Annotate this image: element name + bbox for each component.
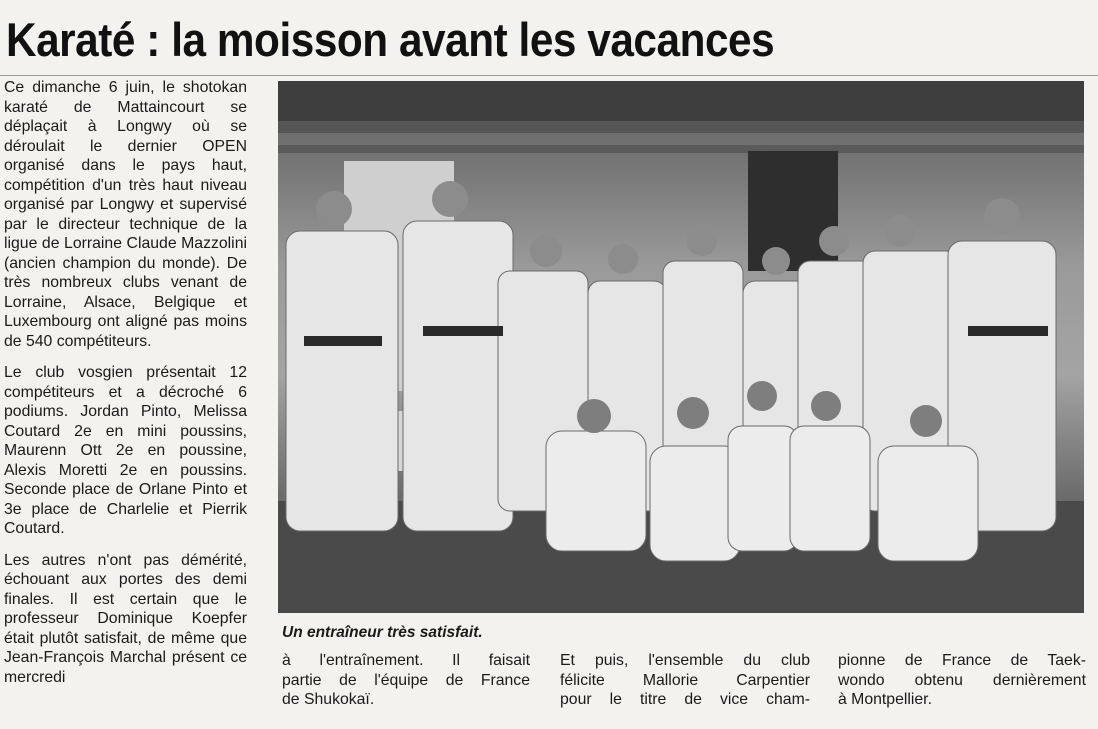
bottom-column-3 (838, 651, 1086, 710)
photo-caption: Un entraîneur très satisfait. (282, 624, 483, 641)
text-line: wondo obtenu dernièrement (838, 671, 1086, 689)
text-line: à l'entraînement. Il faisait (282, 652, 530, 669)
headline: Karaté : la moisson avant les vacances (6, 13, 775, 66)
paragraph-results: Le club vosgien présentait 12 compétiteurs et a décroché 6 podiums. Jordan Pinto, Melissa Coutard 2e en mini poussins, Maurenn Ott 2e en poussine, Alexis Moretti 2e en poussins. Seconde place de Orlane Pinto et 3e place de Charlelie et Pierrik Coutard. (4, 364, 247, 537)
text-line: félicite Mallorie Carpentier (560, 671, 810, 689)
text-line: pionne de France de Taek- (838, 652, 1086, 669)
text-line: à Montpellier. (838, 691, 932, 708)
text-line: de Shukokaï. (282, 691, 375, 708)
paragraph-intro: Ce dimanche 6 juin, le shotokan karaté de Mattaincourt se déplaçait à Longwy où se déroulait le dernier OPEN organisé dans le pays haut, compétition d'un très haut niveau organisé par Longwy et supervisé par le directeur technique de la ligue de Lorraine Claude Mazzolini (ancien champion du monde). De très nombreux clubs venant de Lorraine, Alsace, Belgique et Luxembourg ont aligné pas moins de 540 compétiteurs. (4, 79, 247, 350)
text-line: pour le titre de vice cham- (560, 691, 810, 708)
headline-rule (0, 75, 1098, 76)
bottom-column-1 (282, 651, 530, 710)
paragraph-others: Les autres n'ont pas démérité, échouant aux portes des demi finales. Il est certain que le professeur Dominique Koepfer était plutôt satisfait, de même que Jean-François Marchal présent ce mercredi (4, 551, 247, 686)
team-photo (278, 81, 1084, 613)
bottom-column-2 (560, 651, 810, 710)
left-column (4, 78, 247, 699)
text-line: Et puis, l'ensemble du club (560, 652, 810, 669)
text-line: partie de l'équipe de France (282, 671, 530, 689)
